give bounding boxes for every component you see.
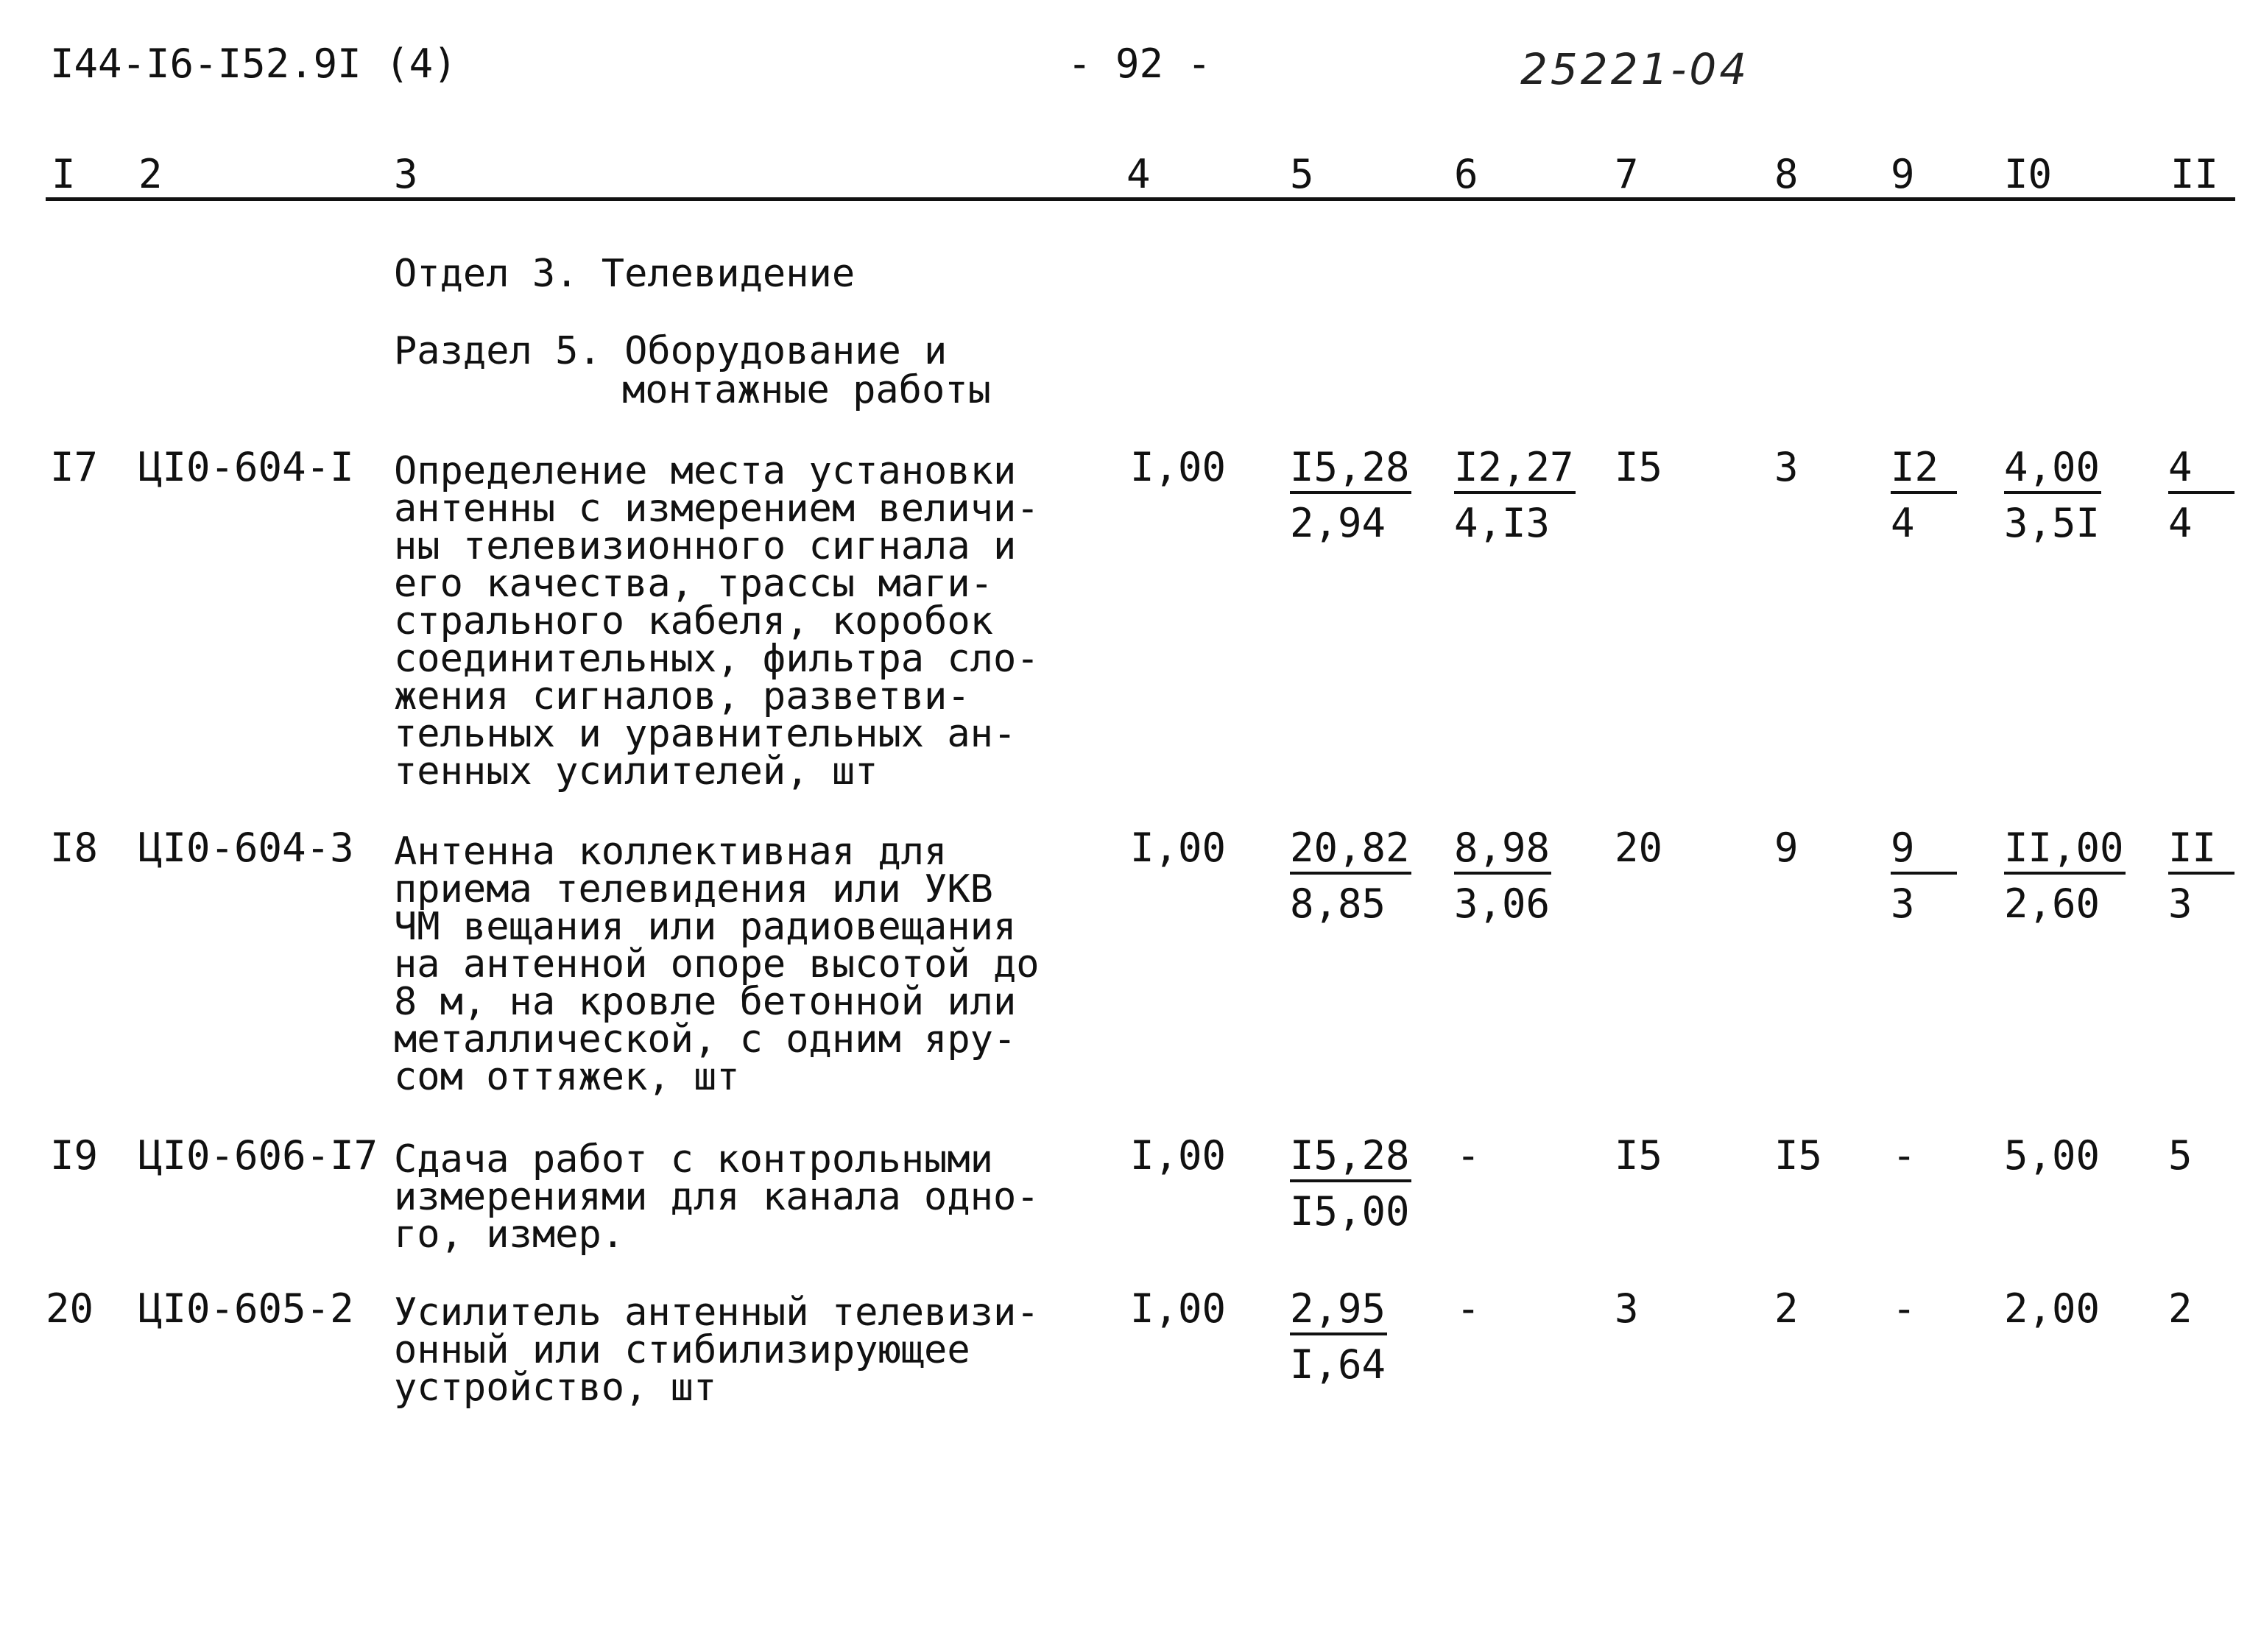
cell-col10-top: II,00 [2004,826,2126,875]
cell-col5-bottom: I,64 [1290,1341,1386,1388]
row-quantity: I,00 [1130,444,1227,490]
cell-col5 [1290,445,1411,546]
cell-col8: 2 [1774,1285,1799,1332]
cell-col7: I5 [1615,1132,1663,1179]
cell-col6: - [1456,1285,1481,1332]
cell-col8: I5 [1774,1132,1823,1179]
row-code: ЦI0-604-I [138,444,354,490]
cell-col6-bottom: 4,I3 [1454,500,1551,546]
column-number: II [2170,151,2219,197]
cell-col10: 5,00 [2004,1132,2100,1179]
cell-col6-bottom: 3,06 [1454,880,1551,927]
cell-col5-top: I5,28 [1290,1134,1411,1182]
row-description: Определение места установки антенны с измерением величи- ны телевизионного сигнала и его качества, трассы маги- стрального кабеля, коробок соединительных, фильтра сло- жения сигналов, разветви- тельных и уравнительных ан- тенных усилителей, шт [394,449,1040,794]
row-description: Сдача работ с контрольными измерениями для канала одно- го, измер. [394,1137,1040,1257]
cell-col10 [2004,445,2101,546]
cell-col10-top: 4,00 [2004,445,2101,494]
row-code: ЦI0-605-2 [138,1285,354,1332]
cell-col11: 2 [2168,1285,2193,1332]
column-number: 6 [1454,151,1478,197]
cell-col9: - [1892,1132,1916,1179]
cell-col11 [2168,445,2234,546]
cell-col9 [1891,826,1957,926]
cell-col7: I5 [1615,444,1663,490]
cell-col7: 20 [1615,825,1663,871]
cell-col5-bottom: I5,00 [1290,1188,1410,1235]
cell-col10-bottom: 2,60 [2004,880,2100,927]
cell-col5 [1290,1134,1411,1234]
cell-col5-bottom: 8,85 [1290,880,1386,927]
row-number: 20 [46,1285,94,1332]
column-number: I [52,151,76,197]
cell-col9 [1891,445,1957,546]
cell-col6: - [1456,1132,1481,1179]
cell-col5 [1290,1287,1387,1387]
row-number: I7 [50,444,99,490]
division-heading: Раздел 5. Оборудование и [394,329,948,373]
column-number: 8 [1774,151,1799,197]
cell-col11-bottom: 3 [2168,880,2193,927]
cell-col5-top: 20,82 [1290,826,1411,875]
column-number: I0 [2004,151,2053,197]
row-code: ЦI0-606-I7 [138,1132,378,1179]
column-number: 2 [138,151,163,197]
cell-col7: 3 [1615,1285,1639,1332]
cell-col6 [1454,826,1551,926]
row-description: Антенна коллективная для приема телевидения или УКВ ЧМ вещания или радиовещания на антенной опоре высотой до 8 м, на кровле бетонной или металлической, с одним яру- сом оттяжек, шт [394,830,1040,1099]
department-heading: Отдел 3. Телевидение [394,252,856,296]
header-rule [46,197,2235,201]
cell-col10-bottom: 3,5I [2004,500,2100,546]
column-number: 9 [1891,151,1915,197]
row-code: ЦI0-604-3 [138,825,354,871]
handwritten-code: 25221-04 [1520,44,1750,94]
cell-col5-bottom: 2,94 [1290,500,1386,546]
cell-col8: 3 [1774,444,1799,490]
cell-col6 [1454,445,1576,546]
cell-col10: 2,00 [2004,1285,2100,1332]
cell-col5-top: 2,95 [1290,1287,1387,1335]
cell-col9-bottom: 3 [1891,880,1915,927]
column-number: 7 [1615,151,1639,197]
division-heading-continued: монтажные работы [622,368,991,412]
cell-col5 [1290,826,1411,926]
row-quantity: I,00 [1130,825,1227,871]
cell-col9-top: 9 [1891,826,1957,875]
cell-col6-top: I2,27 [1454,445,1576,494]
column-number: 5 [1290,151,1314,197]
cell-col11-top: 4 [2168,445,2234,494]
cell-col6-top: 8,98 [1454,826,1551,875]
column-number-row [0,151,2261,195]
row-quantity: I,00 [1130,1132,1227,1179]
cell-col11: 5 [2168,1132,2193,1179]
cell-col9-bottom: 4 [1891,500,1915,546]
row-number: I9 [50,1132,99,1179]
cell-col9-top: I2 [1891,445,1957,494]
row-description: Усилитель антенный телевизи- онный или стибилизирующее устройство, шт [394,1291,1040,1410]
cell-col10 [2004,826,2126,926]
column-number: 4 [1126,151,1151,197]
cell-col8: 9 [1774,825,1799,871]
cell-col5-top: I5,28 [1290,445,1411,494]
document-number: I44-I6-I52.9I (4) [50,40,457,87]
cell-col9: - [1892,1285,1916,1332]
cell-col11-bottom: 4 [2168,500,2193,546]
row-number: I8 [50,825,99,871]
page-number: - 92 - [1068,40,1212,87]
cell-col11-top: II [2168,826,2234,875]
row-quantity: I,00 [1130,1285,1227,1332]
column-number: 3 [394,151,418,197]
cell-col11 [2168,826,2234,926]
